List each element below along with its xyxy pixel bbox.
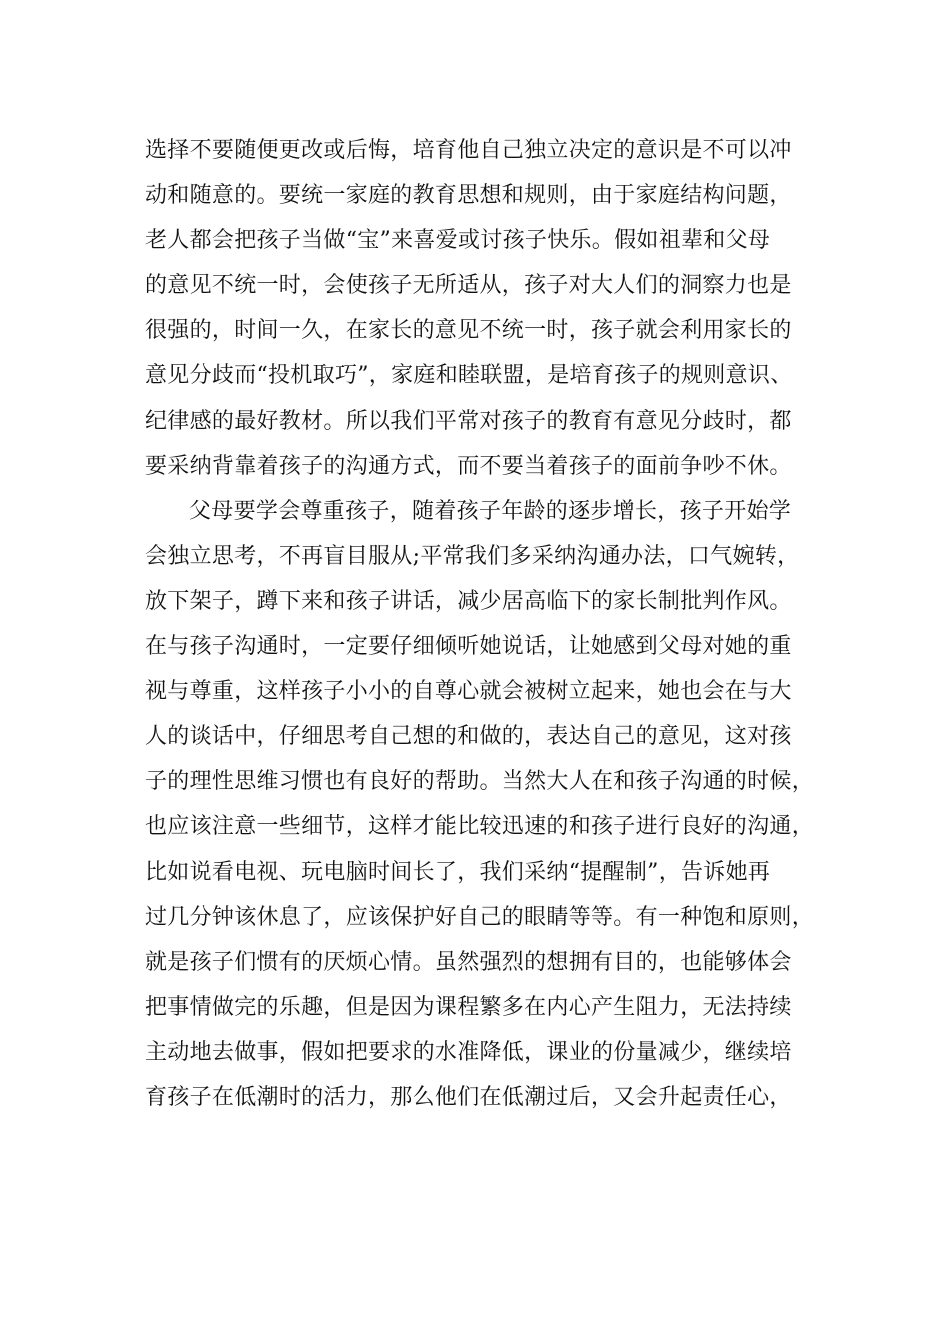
text-line: 选择不要随便更改或后悔，培育他自己独立决定的意识是不可以冲 (145, 138, 792, 163)
text-line: 的意见不统一时，会使孩子无所适从，孩子对大人们的洞察力也是 (145, 273, 792, 299)
text-line: 育孩子在低潮时的活力，那么他们在低潮过后，又会升起责任心， (145, 1084, 792, 1110)
text-line: 把事情做完的乐趣，但是因为课程繁多在内心产生阻力，无法持续 (145, 994, 792, 1020)
text-line: 视与尊重，这样孩子小小的自尊心就会被树立起来，她也会在与大 (145, 679, 792, 705)
body-text (145, 128, 825, 1120)
text-line: 会独立思考，不再盲目服从;平常我们多采纳沟通办法，口气婉转， (145, 543, 800, 569)
text-line: 意见分歧而“投机取巧”，家庭和睦联盟，是培育孩子的规则意识、 (145, 363, 793, 389)
text-line: 过几分钟该休息了，应该保护好自己的眼睛等等。有一种饱和原则， (145, 904, 815, 930)
text-line: 老人都会把孩子当做“宝”来喜爱或讨孩子快乐。假如祖辈和父母 (145, 228, 771, 254)
text-line: 在与孩子沟通时，一定要仔细倾听她说话，让她感到父母对她的重 (145, 634, 792, 660)
text-line: 也应该注意一些细节，这样才能比较迅速的和孩子进行良好的沟通， (145, 814, 815, 840)
text-line: 要采纳背靠着孩子的沟通方式，而不要当着孩子的面前争吵不休。 (145, 453, 792, 479)
text-line: 纪律感的最好教材。所以我们平常对孩子的教育有意见分歧时，都 (145, 408, 792, 434)
text-line: 子的理性思维习惯也有良好的帮助。当然大人在和孩子沟通的时候， (145, 769, 815, 795)
text-line: 主动地去做事，假如把要求的水准降低，课业的份量减少，继续培 (145, 1039, 792, 1065)
text-line: 比如说看电视、玩电脑时间长了，我们采纳“提醒制”，告诉她再 (145, 859, 771, 885)
text-line: 动和随意的。要统一家庭的教育思想和规则，由于家庭结构问题， (145, 183, 792, 209)
text-line: 很强的，时间一久，在家长的意见不统一时，孩子就会利用家长的 (145, 318, 792, 344)
text-line: 就是孩子们惯有的厌烦心情。虽然强烈的想拥有目的，也能够体会 (145, 949, 792, 975)
text-line: 人的谈话中，仔细思考自己想的和做的，表达自己的意见，这对孩 (145, 724, 792, 750)
text-line: 放下架子，蹲下来和孩子讲话，减少居高临下的家长制批判作风。 (145, 588, 792, 614)
paragraph-start-line: 父母要学会尊重孩子，随着孩子年龄的逐步增长，孩子开始学 (189, 498, 792, 524)
